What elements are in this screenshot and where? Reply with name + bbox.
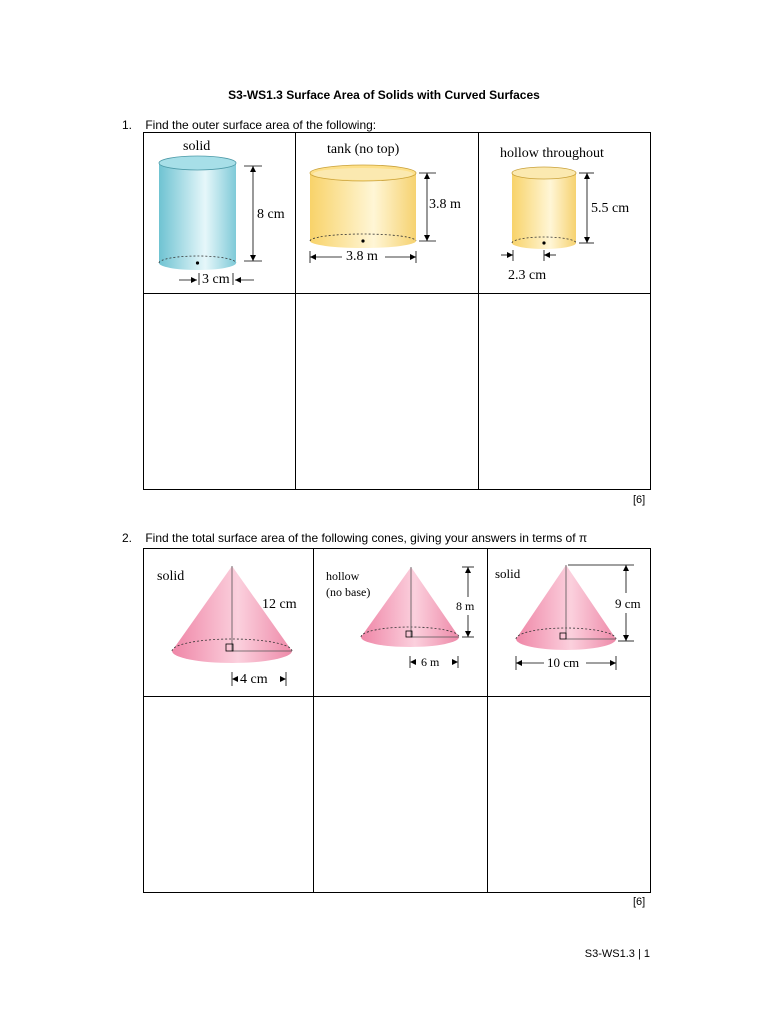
figure-solid-cylinder xyxy=(144,133,295,293)
answer-box-1b[interactable] xyxy=(296,294,478,490)
figure-label-line2: (no base) xyxy=(326,585,371,599)
figure-solid-cone-1 xyxy=(144,549,313,696)
question-2-text: Find the total surface area of the following cones, giving your answers in terms of π xyxy=(145,531,588,545)
figure-label-line1: hollow xyxy=(326,569,360,583)
answer-box-2a[interactable] xyxy=(144,697,313,893)
question-2-table xyxy=(143,548,651,893)
figure-label: solid xyxy=(183,139,211,154)
figure-hollow-cylinder xyxy=(479,133,651,293)
figure-label: hollow throughout xyxy=(500,146,604,161)
question-2 xyxy=(122,531,587,545)
question-1 xyxy=(122,118,376,132)
page-footer: S3-WS1.3 | 1 xyxy=(584,948,650,960)
question-2-number: 2. xyxy=(122,531,133,545)
question-1-table xyxy=(143,132,651,490)
question-1-number: 1. xyxy=(122,118,133,132)
diameter-label: 3.8 m xyxy=(346,249,378,264)
radius-label: 3 cm xyxy=(202,272,230,287)
figure-hollow-cone xyxy=(314,549,487,696)
figure-label: solid xyxy=(495,566,521,581)
worksheet-title: S3-WS1.3 Surface Area of Solids with Curved Surfaces xyxy=(228,88,540,102)
answer-box-2c[interactable] xyxy=(488,697,651,893)
marks-q2: [6] xyxy=(633,896,646,908)
answer-box-1a[interactable] xyxy=(144,294,295,490)
figure-tank-cylinder xyxy=(296,133,478,293)
height-label: 9 cm xyxy=(615,596,641,611)
height-label: 8 cm xyxy=(257,207,285,222)
radius-label: 6 m xyxy=(421,655,440,669)
figure-label: solid xyxy=(157,569,185,584)
answer-box-2b[interactable] xyxy=(314,697,487,893)
diameter-label: 10 cm xyxy=(547,655,580,670)
figure-label: tank (no top) xyxy=(327,142,400,157)
figure-solid-cone-2 xyxy=(488,549,651,696)
height-label: 8 m xyxy=(456,599,475,613)
radius-label: 4 cm xyxy=(240,672,268,687)
question-1-text: Find the outer surface area of the following: xyxy=(145,118,377,132)
answer-box-1c[interactable] xyxy=(479,294,651,490)
slant-label: 12 cm xyxy=(262,597,297,612)
marks-q1: [6] xyxy=(633,494,646,506)
height-label: 3.8 m xyxy=(429,197,461,212)
height-label: 5.5 cm xyxy=(591,201,630,216)
radius-label: 2.3 cm xyxy=(508,268,547,283)
